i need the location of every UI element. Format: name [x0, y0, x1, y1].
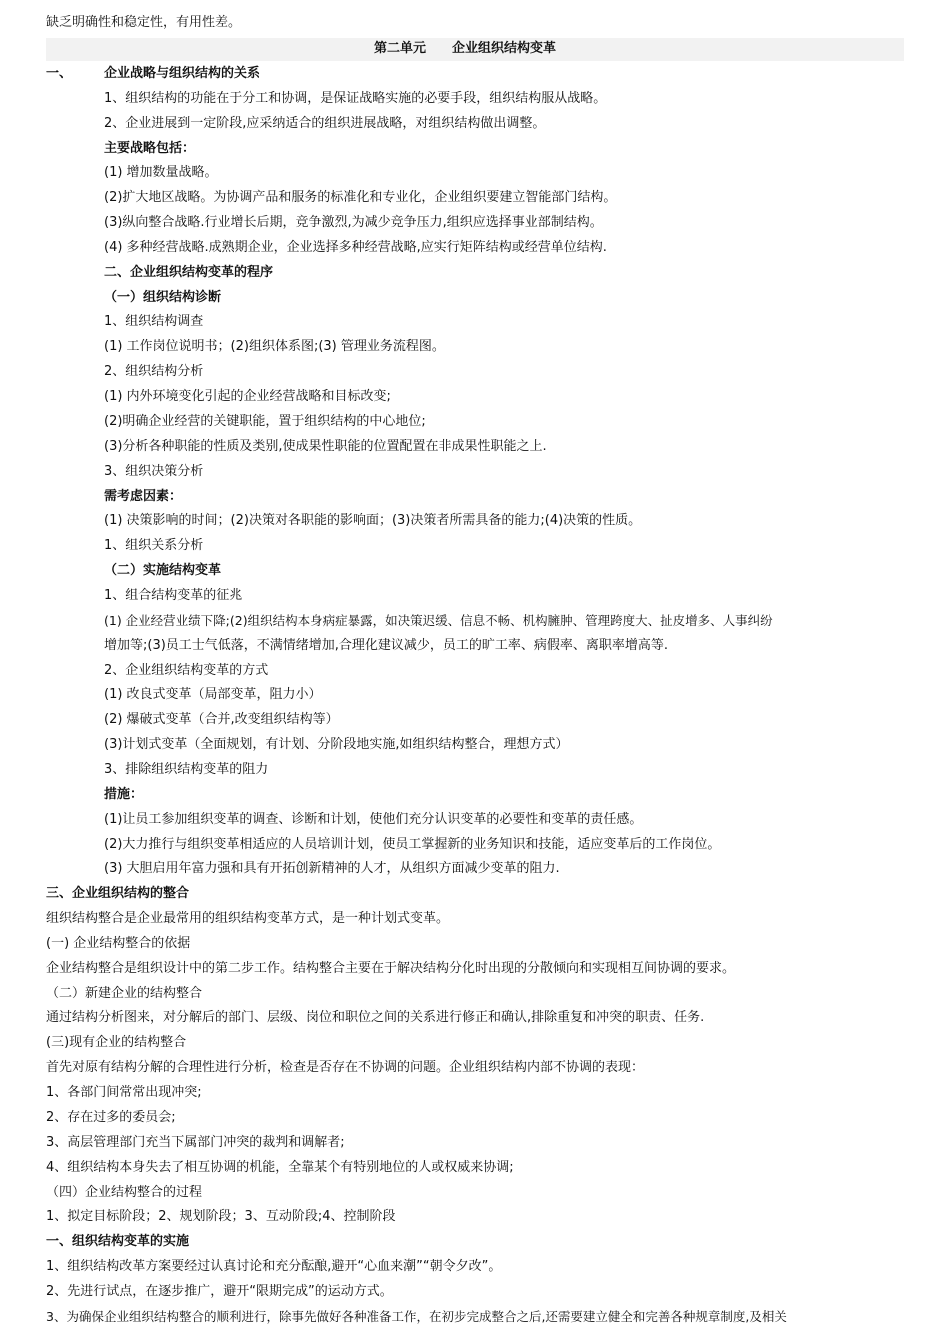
section-heading: 二、企业组织结构变革的程序 [104, 265, 274, 280]
subheading: 措施： [104, 787, 144, 802]
text-line: 3、为确保企业组织结构整合的顺利进行，除事先做好各种准备工作，在初步完成整合之后,还需要建立健全和完善各种规章制度,及相关 [46, 1309, 787, 1324]
text-line: (3) 大胆启用年富力强和具有开拓创新精神的人才，从组织方面减少变革的阻力. [104, 861, 560, 876]
unit-title: 第二单元 企业组织结构变革 [374, 41, 557, 56]
text-line: (3)计划式变革（全面规划，有计划、分阶段地实施,如组织结构整合，理想方式） [104, 737, 569, 752]
text-line: 3、组织决策分析 [104, 464, 204, 479]
section-heading: 企业战略与组织结构的关系 [104, 66, 261, 81]
text-line: (4) 多种经营战略.成熟期企业，企业选择多种经营战略,应实行矩阵结构或经营单位结构. [104, 240, 607, 255]
subheading: 需考虑因素： [104, 489, 183, 504]
subheading: 主要战略包括： [104, 141, 196, 156]
text-line: (1) 决策影响的时间；(2)决策对各职能的影响面；(3)决策者所需具备的能力;(4)决策的性质。 [104, 513, 642, 528]
text-line: (三)现有企业的结构整合 [46, 1035, 187, 1050]
text-line: 首先对原有结构分解的合理性进行分析，检查是否存在不协调的问题。企业组织结构内部不协调的表现： [46, 1060, 645, 1075]
text-line: 1、组织关系分析 [104, 538, 204, 553]
text-line: 组织结构整合是企业最常用的组织结构变革方式，是一种计划式变革。 [46, 911, 450, 926]
text-line: 2、先进行试点，在逐步推广，避开“限期完成”的运动方式。 [46, 1284, 393, 1299]
text-line: 2、组织结构分析 [104, 364, 204, 379]
section-heading: 一、组织结构变革的实施 [46, 1234, 190, 1249]
text-line: 4、组织结构本身失去了相互协调的机能，全靠某个有特别地位的人或权威来协调; [46, 1160, 514, 1175]
text-line: 增加等;(3)员工士气低落，不满情绪增加,合理化建议减少，员工的旷工率、病假率、离职率增高等. [104, 638, 669, 653]
text-line: 企业结构整合是组织设计中的第二步工作。结构整合主要在于解决结构分化时出现的分散倾向和实现相互间协调的要求。 [46, 961, 736, 976]
text-line: (2)大力推行与组织变革相适应的人员培训计划，使员工掌握新的业务知识和技能，适应变革后的工作岗位。 [104, 837, 721, 852]
text-line: (2)扩大地区战略。为协调产品和服务的标准化和专业化，企业组织要建立智能部门结构。 [104, 190, 617, 205]
text-line: 1、拟定目标阶段；2、规划阶段；3、互动阶段;4、控制阶段 [46, 1209, 396, 1224]
text-line: (1) 工作岗位说明书；(2)组织体系图;(3) 管理业务流程图。 [104, 339, 445, 354]
text-line: 缺乏明确性和稳定性，有用性差。 [46, 15, 242, 30]
text-line: (1) 改良式变革（局部变革，阻力小） [104, 687, 322, 702]
text-line: (1)让员工参加组织变革的调查、诊断和计划，使他们充分认识变革的必要性和变革的责任感。 [104, 812, 643, 827]
subheading: （二）实施结构变革 [104, 563, 222, 578]
text-line: 1、各部门间常常出现冲突; [46, 1085, 202, 1100]
text-line: 通过结构分析图来，对分解后的部门、层级、岗位和职位之间的关系进行修正和确认,排除重复和冲突的职责、任务. [46, 1010, 705, 1025]
text-line: (1) 企业经营业绩下降;(2)组织结构本身病症暴露，如决策迟缓、信息不畅、机构臃肿、管理跨度大、扯皮增多、人事纠纷 [104, 613, 773, 628]
text-line: 2、企业组织结构变革的方式 [104, 663, 269, 678]
text-line: 3、高层管理部门充当下属部门冲突的裁判和调解者; [46, 1135, 345, 1150]
section-number: 一、 [46, 66, 73, 81]
subheading: （一）组织结构诊断 [104, 290, 222, 305]
text-line: 1、组织结构改革方案要经过认真讨论和充分酝酿,避开“心血来潮”“朝令夕改”。 [46, 1259, 502, 1274]
text-line: 2、企业进展到一定阶段,应采纳适合的组织进展战略，对组织结构做出调整。 [104, 116, 546, 131]
text-line: (2) 爆破式变革（合并,改变组织结构等） [104, 712, 339, 727]
section-heading: 三、企业组织结构的整合 [46, 886, 190, 901]
text-line: 1、组合结构变革的征兆 [104, 588, 243, 603]
text-line: (3)纵向整合战略.行业增长后期，竞争激烈,为减少竞争压力,组织应选择事业部制结构。 [104, 215, 603, 230]
text-line: (2)明确企业经营的关键职能，置于组织结构的中心地位; [104, 414, 426, 429]
text-line: 1、组织结构调查 [104, 314, 204, 329]
text-line: （二）新建企业的结构整合 [46, 986, 203, 1001]
text-line: (1) 增加数量战略。 [104, 165, 218, 180]
text-line: 2、存在过多的委员会; [46, 1110, 176, 1125]
text-line: (3)分析各种职能的性质及类别,使成果性职能的位置配置在非成果性职能之上. [104, 439, 547, 454]
text-line: 3、排除组织结构变革的阻力 [104, 762, 269, 777]
text-line: （四）企业结构整合的过程 [46, 1185, 203, 1200]
text-line: (一) 企业结构整合的依据 [46, 936, 191, 951]
text-line: 1、组织结构的功能在于分工和协调，是保证战略实施的必要手段，组织结构服从战略。 [104, 91, 607, 106]
text-line: (1) 内外环境变化引起的企业经营战略和目标改变; [104, 389, 391, 404]
